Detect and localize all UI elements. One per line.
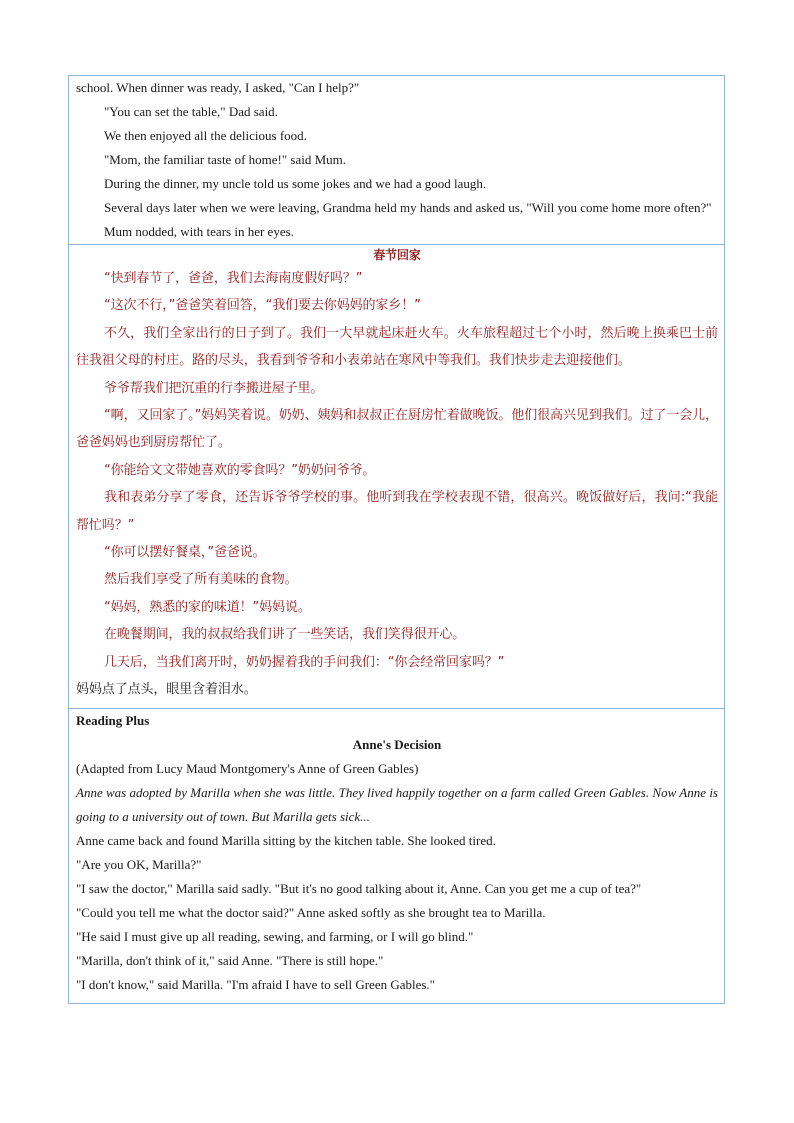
story-paragraph: "Mom, the familiar taste of home!" said Mum. xyxy=(104,152,347,167)
translation-paragraph: “妈妈，熟悉的家的味道！”妈妈说。 xyxy=(104,599,311,615)
translation-paragraph: “这次不行，”爸爸笑着回答，“我们要去你妈妈的家乡！” xyxy=(104,298,421,314)
translation-paragraph: “你可以摆好餐桌，”爸爸说。 xyxy=(104,545,266,561)
story-line: "I don't know," said Marilla. "I'm afraid I have to sell Green Gables." xyxy=(76,976,435,992)
story-line: "He said I must give up all reading, sewing, and farming, or I will go blind." xyxy=(76,928,474,944)
story-paragraph: Mum nodded, with tears in her eyes. xyxy=(104,224,294,239)
reading-plus-cell xyxy=(69,709,724,1003)
chinese-translation-cell xyxy=(69,245,724,709)
story-line: "Could you tell me what the doctor said?" Anne asked softly as she brought tea to Marilla. xyxy=(76,904,546,920)
translation-paragraph: 几天后，当我们离开时，奶奶握着我的手问我们：“你会经常回家吗？” xyxy=(104,654,505,670)
translation-paragraph: “啊，又回家了。”妈妈笑着说。奶奶、姨妈和叔叔正在厨房忙着做晚饭。他们很高兴见到我们。过了一会儿，爸爸妈妈也到厨房帮忙了。 xyxy=(76,408,718,451)
story-paragraph: school. When dinner was ready, I asked, "Can I help?" xyxy=(76,80,360,95)
story-intro: Anne was adopted by Marilla when she was little. They lived happily together on a farm called Green Gables. Now Anne is going to a university out of town. But Marilla gets sick... xyxy=(76,784,718,824)
translation-paragraph: “你能给文文带她喜欢的零食吗？”奶奶问爷爷。 xyxy=(104,462,376,478)
translation-paragraph: 然后我们享受了所有美味的食物。 xyxy=(104,572,298,588)
story-paragraph: We then enjoyed all the delicious food. xyxy=(104,128,307,143)
translation-title: 春节回家 xyxy=(373,248,421,262)
translation-paragraph: 爷爷帮我们把沉重的行李搬进屋子里。 xyxy=(104,380,324,396)
story-paragraph: "You can set the table," Dad said. xyxy=(104,104,278,119)
translation-paragraph: 妈妈点了点头，眼里含着泪水。 xyxy=(76,682,257,698)
story-line: "I saw the doctor," Marilla said sadly. "But it's no good talking about it, Anne. Can you get me a cup of tea?" xyxy=(76,880,642,896)
story-source: (Adapted from Lucy Maud Montgomery's Anne of Green Gables) xyxy=(76,760,419,776)
story-line: "Are you OK, Marilla?" xyxy=(76,856,202,872)
translation-paragraph: 不久，我们全家出行的日子到了。我们一大早就起床赶火车。火车旅程超过七个小时，然后晚上换乘巴士前往我祖父母的村庄。路的尽头，我看到爷爷和小表弟站在寒风中等我们。我们快步走去迎接他们。 xyxy=(76,325,718,369)
story-line: Anne came back and found Marilla sitting by the kitchen table. She looked tired. xyxy=(76,832,496,848)
story-paragraph: During the dinner, my uncle told us some jokes and we had a good laugh. xyxy=(104,176,487,191)
english-story-cell xyxy=(69,76,724,245)
story-paragraph: Several days later when we were leaving, Grandma held my hands and asked us, "Will you come home more often?" xyxy=(104,200,712,215)
translation-paragraph: “快到春节了，爸爸，我们去海南度假好吗？” xyxy=(104,271,363,286)
translation-paragraph: 我和表弟分享了零食，还告诉爷爷学校的事。他听到我在学校表现不错，很高兴。晚饭做好后，我问:“我能帮忙吗？” xyxy=(76,490,718,533)
story-line: "Marilla, don't think of it," said Anne. "There is still hope." xyxy=(76,952,384,968)
translation-paragraph: 在晚餐期间，我的叔叔给我们讲了一些笑话，我们笑得很开心。 xyxy=(104,627,466,643)
story-title: Anne's Decision xyxy=(352,736,442,752)
section-heading: Reading Plus xyxy=(76,712,150,728)
content-table xyxy=(68,75,725,1004)
